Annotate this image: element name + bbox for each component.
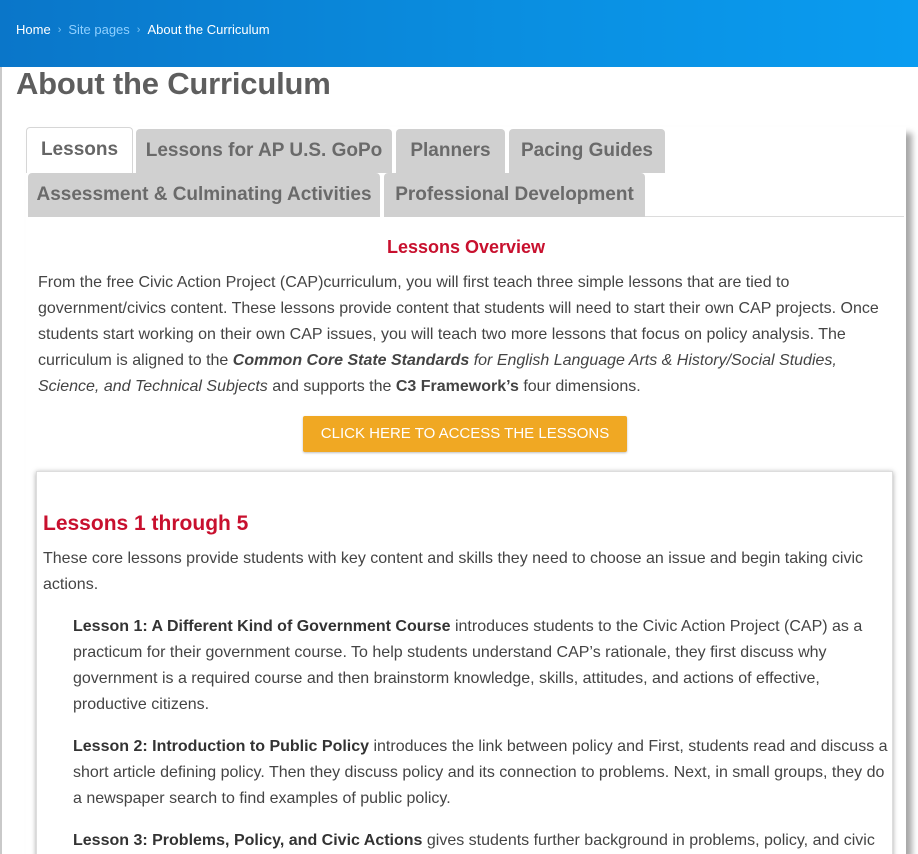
lesson-description: gives students further background in problems, policy, and civic [422, 832, 875, 849]
overview-text-supports: and supports the [267, 378, 396, 395]
lesson-description: introduces the link between policy and First, students read and discuss a short article defining policy. Then they discuss policy and its connection to problems. Next, in small groups, they do a newspaper search to find examples of public policy. [73, 738, 888, 807]
tab-assessment-culminating[interactable]: Assessment & Culminating Activities [28, 173, 380, 217]
lesson-title: Lesson 1: A Different Kind of Government Course [73, 618, 451, 635]
breadcrumb-site-pages-link[interactable]: Site pages [68, 22, 130, 37]
breadcrumb-current: About the Curriculum [147, 22, 270, 37]
lesson-title: Lesson 2: Introduction to Public Policy [73, 738, 370, 755]
lesson-title: Lesson 3: Problems, Policy, and Civic Actions [73, 832, 423, 849]
lesson-item [73, 828, 893, 854]
overview-paragraph [38, 270, 890, 400]
page-title: About the Curriculum [16, 66, 331, 101]
access-lessons-button[interactable]: CLICK HERE TO ACCESS THE LESSONS [303, 416, 627, 452]
lessons-section-intro: These core lessons provide students with key content and skills they need to choose an issue and begin taking civic actions. [43, 550, 864, 593]
tab-divider [645, 216, 904, 217]
c3-framework-link[interactable]: C3 Framework’s [395, 378, 519, 395]
page-left-edge [0, 67, 2, 854]
tab-planners[interactable]: Planners [396, 129, 505, 173]
site-header-bar [0, 0, 918, 67]
tab-lessons-ap-gopo[interactable]: Lessons for AP U.S. GoPo [136, 129, 392, 173]
breadcrumb [16, 22, 270, 37]
ccss-link[interactable]: Common Core State Standards [232, 352, 470, 369]
lessons-overview-title: Lessons Overview [386, 237, 546, 257]
tab-professional-development[interactable]: Professional Development [384, 173, 645, 217]
breadcrumb-separator-icon: › [57, 23, 62, 36]
ccss-subjects: for English Language Arts & History/Social Studies, Science, and Technical Subjects [38, 352, 837, 395]
overview-text-end: four dimensions. [518, 378, 641, 395]
lesson-item [73, 734, 893, 812]
breadcrumb-home-link[interactable]: Home [16, 22, 51, 37]
overview-text: From the free Civic Action Project (CAP)curriculum, you will first teach three simple lessons that are tied to government/civics content. These lessons provide content that students will need to start their own CAP projects. Once students start working on their own CAP issues, you will teach two more lessons that focus on policy analysis. The curriculum is aligned to the [38, 274, 879, 369]
tab-pacing-guides[interactable]: Pacing Guides [509, 129, 665, 173]
breadcrumb-separator-icon: › [136, 23, 141, 36]
tab-lessons[interactable]: Lessons [26, 127, 133, 173]
lesson-description: introduces students to the Civic Action Project (CAP) as a practicum for their government course. To help students understand CAP’s rationale, they first discuss why government is a required course and then brainstorm knowledge, skills, attitudes, and actions of effective, productive citizens. [73, 618, 863, 713]
lesson-item [73, 614, 893, 718]
lessons-section-heading: Lessons 1 through 5 [43, 512, 249, 535]
